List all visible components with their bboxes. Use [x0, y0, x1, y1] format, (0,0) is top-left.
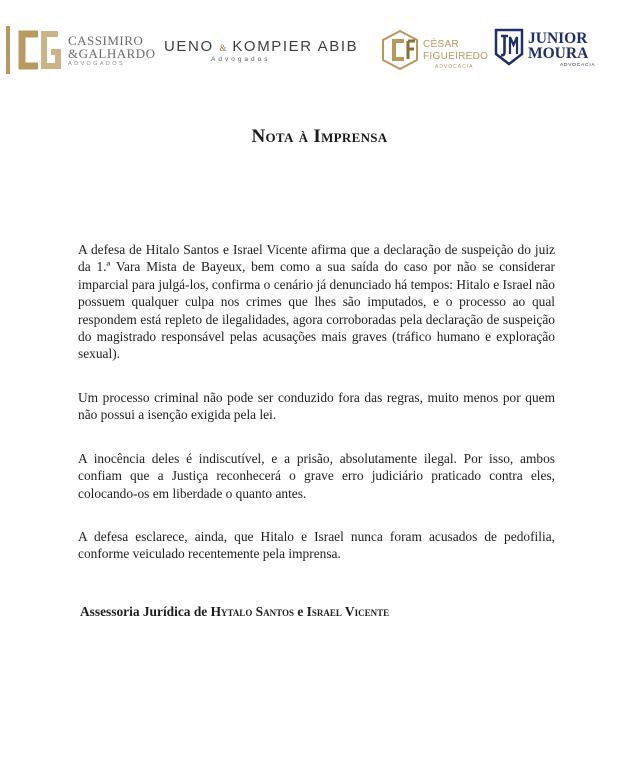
signature-joiner: e	[293, 604, 307, 619]
cf-monogram-icon	[381, 30, 419, 70]
ueno-ampersand: &	[219, 43, 227, 53]
logo-junior-moura	[494, 28, 600, 72]
ueno-subtitle: Advogados	[211, 56, 271, 63]
paragraph-clarification: A defesa esclarece, ainda, que Hitalo e Israel nunca foram acusados de pedofilia, conforme veiculado recentemente pela imprensa.	[78, 529, 555, 562]
signature-name-hytalo: Hytalo Santos	[210, 604, 294, 619]
cassimiro-subtitle: ADVOGADOS	[68, 61, 126, 67]
signature-prefix: Assessoria Jurídica de	[80, 604, 211, 619]
document-title: Nota à Imprensa	[251, 126, 388, 147]
logo-cassimiro-galhardo	[6, 24, 156, 76]
ueno-name	[164, 38, 358, 55]
logo-ueno-kompier-abib	[164, 38, 374, 70]
ueno-name-part1: UENO	[164, 38, 214, 55]
cesar-subtitle: ADVOCACIA	[435, 64, 474, 70]
logo-gold-bar	[6, 26, 10, 74]
logo-cesar-figueiredo	[381, 30, 487, 74]
cg-monogram-icon	[16, 30, 62, 70]
junior-name-line1: JUNIOR	[528, 30, 588, 47]
junior-name-line2: MOURA	[528, 45, 589, 62]
paragraph-innocence: A inocência deles é indiscutível, e a prisão, absolutamente ilegal. Por isso, ambos confiam que a Justiça reconhecerá o grave erro judiciário praticado contra eles, colocando-os em liberdade o quanto antes.	[78, 451, 555, 501]
signature-line	[80, 604, 389, 620]
signature-name-israel: Israel Vicente	[306, 604, 390, 619]
junior-subtitle: ADVOCACIA	[560, 63, 596, 68]
paragraph-criminal-process: Um processo criminal não pode ser conduzido fora das regras, muito menos por quem não possui a isenção exigida pela lei.	[78, 390, 555, 423]
paragraph-suspicion-declaration: A defesa de Hitalo Santos e Israel Vicente afirma que a declaração de suspeição do juiz da 1.ª Vara Mista de Bayeux, bem como a sua saída do caso por não se considerar imparcial para julgá-los, confirma o cenário já denunciado há tempos: Hitalo e Israel não possuem qualquer culpa nos crimes que lhes são imputados, e o processo ao qual respondem está repleto de ilegalidades, agora corroboradas pela declaração de suspeição do magistrado responsável pelas acusações mais graves (tráfico humano e exploração sexual).	[78, 242, 555, 362]
cesar-name-line1: CÉSAR	[423, 39, 459, 50]
cassimiro-name-line1: CASSIMIRO	[68, 33, 144, 48]
jm-shield-icon	[494, 28, 524, 66]
ueno-name-part2: KOMPIER ABIB	[232, 38, 359, 55]
cassimiro-name-line2: &GALHARDO	[68, 46, 156, 61]
cesar-name-line2: FIGUEIREDO	[423, 51, 489, 62]
